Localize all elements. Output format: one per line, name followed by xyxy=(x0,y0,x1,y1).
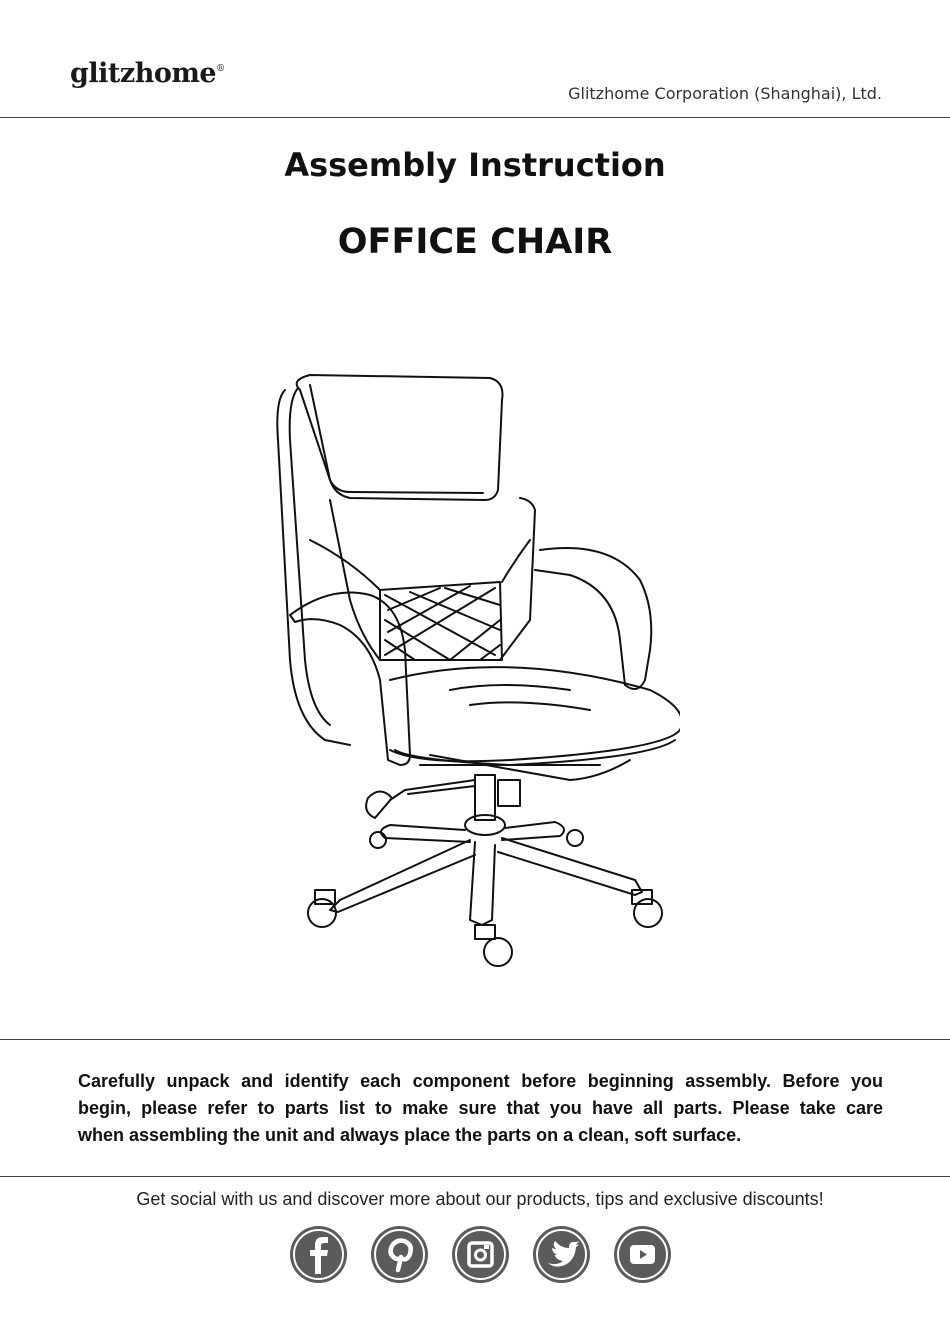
intro-line: begin, please refer to parts list to make sure that you have all parts. Please take care xyxy=(78,1098,883,1118)
product-name: OFFICE CHAIR xyxy=(337,222,613,262)
company-name: Glitzhome Corporation (Shanghai), Ltd. xyxy=(568,84,882,103)
glitzhome-logo xyxy=(70,58,225,89)
facebook-icon[interactable] xyxy=(290,1226,347,1283)
logo-text: glitzhome xyxy=(70,58,217,89)
instagram-icon[interactable] xyxy=(452,1226,509,1283)
social-icons xyxy=(290,1226,671,1283)
youtube-icon[interactable] xyxy=(614,1226,671,1283)
intro-line: when assembling the unit and always place the parts on a clean, soft surface. xyxy=(78,1125,742,1145)
twitter-icon[interactable] xyxy=(533,1226,590,1283)
registered-mark: ® xyxy=(216,64,225,74)
pinterest-icon[interactable] xyxy=(371,1226,428,1283)
intro-line: Carefully unpack and identify each component before beginning assembly. Before you xyxy=(78,1071,883,1091)
social-text: Get social with us and discover more about our products, tips and exclusive discounts! xyxy=(136,1189,824,1209)
header-divider xyxy=(0,117,950,118)
office-chair-illustration xyxy=(270,360,680,980)
intro-paragraph xyxy=(78,1068,883,1149)
footer-divider xyxy=(0,1176,950,1177)
document-title: Assembly Instruction xyxy=(284,146,666,184)
section-divider xyxy=(0,1039,950,1040)
